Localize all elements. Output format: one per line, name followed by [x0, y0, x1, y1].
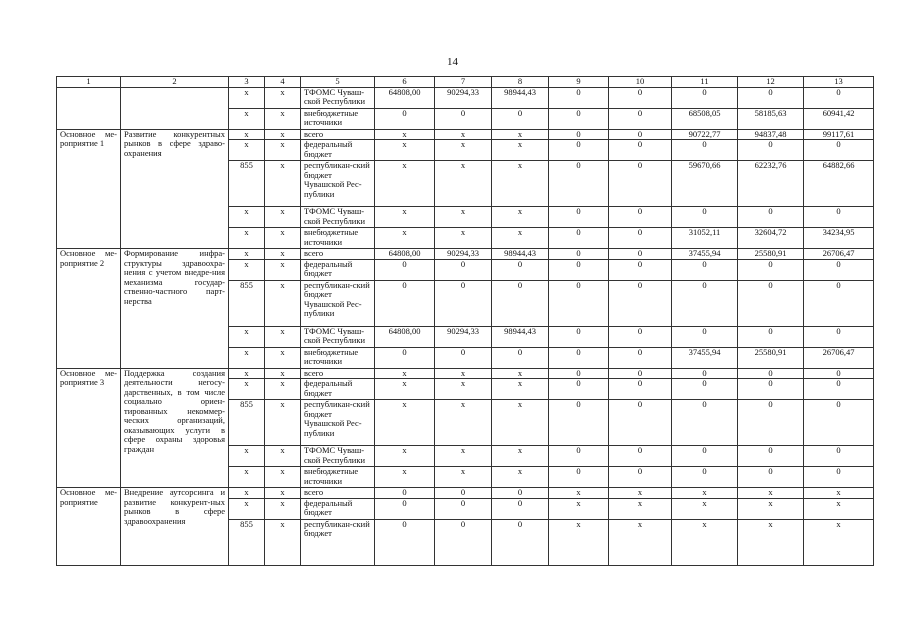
value-cell: x [609, 519, 672, 565]
value-cell: 0 [609, 249, 672, 260]
funding-source-cell: республикан-ский бюджет Чувашской Рес-публики [301, 161, 375, 207]
value-cell: 0 [549, 446, 609, 467]
section-cell: x [265, 249, 301, 260]
value-cell: 59670,66 [672, 161, 738, 207]
value-cell: x [804, 498, 874, 519]
section-cell: x [265, 87, 301, 108]
value-cell: 0 [804, 140, 874, 161]
value-cell: x [549, 498, 609, 519]
value-cell: x [609, 488, 672, 499]
value-cell: x [435, 207, 492, 228]
value-cell: 64808,00 [375, 326, 435, 347]
value-cell: x [492, 446, 549, 467]
value-cell: 0 [672, 326, 738, 347]
measure-name-cell: Формирование инфра-структуры здравоохра-нения с учетом внедре-ния механизма государ-ственно-частного парт-нерства [121, 249, 229, 369]
header-cell: 8 [492, 77, 549, 88]
value-cell: 0 [435, 108, 492, 129]
value-cell: 0 [492, 488, 549, 499]
value-cell: x [435, 161, 492, 207]
value-cell: x [672, 498, 738, 519]
grbs-cell: x [229, 368, 265, 379]
value-cell: x [492, 379, 549, 400]
value-cell: 60941,42 [804, 108, 874, 129]
page-number: 14 [447, 56, 458, 68]
value-cell: 0 [549, 400, 609, 446]
header-cell: 9 [549, 77, 609, 88]
value-cell: 0 [549, 108, 609, 129]
value-cell: 58185,63 [738, 108, 804, 129]
funding-table [56, 76, 874, 566]
measure-cell: Основное ме-роприятие 3 [57, 368, 121, 488]
header-cell: 1 [57, 77, 121, 88]
value-cell: 0 [609, 379, 672, 400]
value-cell: 0 [375, 280, 435, 326]
value-cell: 0 [738, 467, 804, 488]
value-cell: 25580,91 [738, 249, 804, 260]
value-cell: 0 [609, 207, 672, 228]
value-cell: 0 [492, 259, 549, 280]
measure-name-cell: Поддержка создания деятельности негосу-дарственных, в том числе социально ориен-тированных некоммер-ческих организаций, оказывающих услуги в сфере охраны здоровья граждан [121, 368, 229, 488]
value-cell: 0 [492, 347, 549, 368]
value-cell: 34234,95 [804, 228, 874, 249]
funding-source-cell: республикан-ский бюджет [301, 519, 375, 565]
funding-source-cell: внебюджетные источники [301, 347, 375, 368]
value-cell: 31052,11 [672, 228, 738, 249]
section-cell: x [265, 161, 301, 207]
value-cell: 0 [738, 259, 804, 280]
funding-source-cell: внебюджетные источники [301, 467, 375, 488]
value-cell: 0 [549, 326, 609, 347]
grbs-cell: 855 [229, 519, 265, 565]
value-cell: 0 [804, 259, 874, 280]
value-cell: 0 [609, 161, 672, 207]
grbs-cell: x [229, 488, 265, 499]
value-cell: 0 [549, 207, 609, 228]
value-cell: 0 [672, 259, 738, 280]
grbs-cell: x [229, 129, 265, 140]
funding-source-cell: внебюджетные источники [301, 228, 375, 249]
funding-source-cell: республикан-ский бюджет Чувашской Рес-публики [301, 400, 375, 446]
value-cell: 32604,72 [738, 228, 804, 249]
value-cell: 98944,43 [492, 249, 549, 260]
value-cell: 0 [435, 488, 492, 499]
measure-cell: Основное ме-роприятие 2 [57, 249, 121, 369]
grbs-cell: x [229, 108, 265, 129]
value-cell: x [492, 129, 549, 140]
value-cell: 0 [435, 519, 492, 565]
value-cell: 0 [672, 368, 738, 379]
value-cell: x [804, 488, 874, 499]
section-cell: x [265, 259, 301, 280]
measure-name-cell [121, 87, 229, 129]
grbs-cell: x [229, 379, 265, 400]
funding-source-cell: федеральный бюджет [301, 379, 375, 400]
grbs-cell: x [229, 207, 265, 228]
grbs-cell: x [229, 228, 265, 249]
value-cell: 0 [738, 379, 804, 400]
value-cell: 0 [549, 379, 609, 400]
value-cell: 64808,00 [375, 249, 435, 260]
grbs-cell: 855 [229, 161, 265, 207]
funding-source-cell: ТФОМС Чуваш-ской Республики [301, 326, 375, 347]
value-cell: 0 [492, 498, 549, 519]
value-cell: 0 [609, 108, 672, 129]
value-cell: x [492, 140, 549, 161]
value-cell: 0 [549, 87, 609, 108]
grbs-cell: x [229, 140, 265, 161]
value-cell: 0 [435, 280, 492, 326]
funding-source-cell: всего [301, 129, 375, 140]
value-cell: 0 [672, 400, 738, 446]
value-cell: 26706,47 [804, 347, 874, 368]
value-cell: 0 [672, 379, 738, 400]
value-cell: x [375, 228, 435, 249]
table-row [57, 368, 874, 379]
value-cell: x [492, 161, 549, 207]
value-cell: 0 [804, 326, 874, 347]
section-cell: x [265, 368, 301, 379]
value-cell: x [492, 400, 549, 446]
value-cell: 68508,05 [672, 108, 738, 129]
value-cell: 0 [492, 108, 549, 129]
header-cell: 11 [672, 77, 738, 88]
value-cell: 0 [375, 488, 435, 499]
value-cell: 0 [549, 467, 609, 488]
value-cell: 0 [804, 368, 874, 379]
measure-cell: Основное ме-роприятие [57, 488, 121, 566]
value-cell: 0 [549, 140, 609, 161]
value-cell: 0 [738, 280, 804, 326]
value-cell: x [375, 368, 435, 379]
funding-source-cell: республикан-ский бюджет Чувашской Рес-публики [301, 280, 375, 326]
value-cell: x [738, 519, 804, 565]
section-cell: x [265, 400, 301, 446]
value-cell: x [435, 467, 492, 488]
value-cell: x [435, 400, 492, 446]
value-cell: 90294,33 [435, 326, 492, 347]
value-cell: x [492, 467, 549, 488]
table-row [57, 249, 874, 260]
value-cell: x [492, 228, 549, 249]
funding-source-cell: ТФОМС Чуваш-ской Республики [301, 207, 375, 228]
table-row [57, 488, 874, 499]
value-cell: 0 [375, 498, 435, 519]
value-cell: x [375, 446, 435, 467]
value-cell: 0 [435, 347, 492, 368]
section-cell: x [265, 519, 301, 565]
header-cell: 2 [121, 77, 229, 88]
value-cell: 0 [609, 259, 672, 280]
value-cell: x [672, 488, 738, 499]
header-cell: 13 [804, 77, 874, 88]
value-cell: 0 [375, 519, 435, 565]
value-cell: 0 [549, 129, 609, 140]
header-row [57, 77, 874, 88]
value-cell: 0 [609, 368, 672, 379]
header-cell: 4 [265, 77, 301, 88]
value-cell: 26706,47 [804, 249, 874, 260]
value-cell: 0 [672, 87, 738, 108]
value-cell: x [435, 368, 492, 379]
value-cell: 0 [804, 467, 874, 488]
value-cell: x [435, 228, 492, 249]
value-cell: 0 [804, 379, 874, 400]
value-cell: 0 [375, 347, 435, 368]
value-cell: x [609, 498, 672, 519]
funding-source-cell: внебюджетные источники [301, 108, 375, 129]
value-cell: 0 [672, 280, 738, 326]
header-cell: 3 [229, 77, 265, 88]
value-cell: 0 [672, 446, 738, 467]
value-cell: x [375, 467, 435, 488]
section-cell: x [265, 326, 301, 347]
grbs-cell: x [229, 326, 265, 347]
funding-source-cell: всего [301, 488, 375, 499]
value-cell: 0 [375, 259, 435, 280]
section-cell: x [265, 228, 301, 249]
table-row [57, 129, 874, 140]
value-cell: 0 [549, 368, 609, 379]
section-cell: x [265, 347, 301, 368]
grbs-cell: 855 [229, 280, 265, 326]
value-cell: 0 [804, 400, 874, 446]
value-cell: 0 [492, 280, 549, 326]
grbs-cell: x [229, 498, 265, 519]
value-cell: 0 [549, 259, 609, 280]
funding-source-cell: ТФОМС Чуваш-ской Республики [301, 87, 375, 108]
value-cell: 0 [738, 207, 804, 228]
value-cell: x [375, 207, 435, 228]
value-cell: 0 [609, 326, 672, 347]
section-cell: x [265, 467, 301, 488]
grbs-cell: x [229, 347, 265, 368]
value-cell: 37455,94 [672, 347, 738, 368]
value-cell: 0 [672, 467, 738, 488]
header-cell: 5 [301, 77, 375, 88]
header-cell: 7 [435, 77, 492, 88]
grbs-cell: 855 [229, 400, 265, 446]
measure-name-cell: Внедрение аутсорсинга и развитие конкурент-ных рынков в сфере здравоохранения [121, 488, 229, 566]
header-cell: 10 [609, 77, 672, 88]
funding-source-cell: федеральный бюджет [301, 140, 375, 161]
value-cell: 0 [738, 326, 804, 347]
value-cell: 25580,91 [738, 347, 804, 368]
value-cell: 0 [435, 259, 492, 280]
value-cell: 0 [738, 368, 804, 379]
table-row [57, 87, 874, 108]
value-cell: 0 [549, 161, 609, 207]
value-cell: 0 [492, 519, 549, 565]
value-cell: 0 [804, 446, 874, 467]
value-cell: 0 [738, 87, 804, 108]
grbs-cell: x [229, 259, 265, 280]
value-cell: 0 [375, 108, 435, 129]
value-cell: x [738, 488, 804, 499]
value-cell: 0 [738, 140, 804, 161]
value-cell: 0 [738, 446, 804, 467]
value-cell: x [375, 400, 435, 446]
section-cell: x [265, 488, 301, 499]
value-cell: 99117,61 [804, 129, 874, 140]
value-cell: x [375, 379, 435, 400]
funding-source-cell: федеральный бюджет [301, 498, 375, 519]
value-cell: x [375, 140, 435, 161]
grbs-cell: x [229, 249, 265, 260]
value-cell: 0 [549, 249, 609, 260]
value-cell: 90722,77 [672, 129, 738, 140]
value-cell: 0 [549, 228, 609, 249]
grbs-cell: x [229, 446, 265, 467]
funding-source-cell: ТФОМС Чуваш-ской Республики [301, 446, 375, 467]
value-cell: x [435, 129, 492, 140]
value-cell: 0 [804, 280, 874, 326]
value-cell: 94837,48 [738, 129, 804, 140]
value-cell: 90294,33 [435, 249, 492, 260]
value-cell: x [492, 368, 549, 379]
value-cell: x [492, 207, 549, 228]
funding-source-cell: федеральный бюджет [301, 259, 375, 280]
value-cell: x [672, 519, 738, 565]
section-cell: x [265, 379, 301, 400]
section-cell: x [265, 108, 301, 129]
value-cell: 0 [738, 400, 804, 446]
value-cell: 64808,00 [375, 87, 435, 108]
value-cell: 98944,43 [492, 326, 549, 347]
grbs-cell: x [229, 467, 265, 488]
measure-cell: Основное ме-роприятие 1 [57, 129, 121, 249]
value-cell: 62232,76 [738, 161, 804, 207]
value-cell: 0 [609, 280, 672, 326]
section-cell: x [265, 498, 301, 519]
value-cell: x [804, 519, 874, 565]
value-cell: 0 [549, 347, 609, 368]
value-cell: 0 [804, 207, 874, 228]
table-body [57, 77, 874, 566]
value-cell: x [549, 519, 609, 565]
value-cell: 0 [435, 498, 492, 519]
section-cell: x [265, 129, 301, 140]
measure-name-cell: Развитие конкурентных рынков в сфере здраво-охранения [121, 129, 229, 249]
value-cell: 37455,94 [672, 249, 738, 260]
value-cell: x [738, 498, 804, 519]
value-cell: 98944,43 [492, 87, 549, 108]
value-cell: x [375, 161, 435, 207]
value-cell: 0 [609, 228, 672, 249]
value-cell: 0 [609, 446, 672, 467]
value-cell: x [435, 379, 492, 400]
value-cell: 0 [804, 87, 874, 108]
value-cell: 0 [609, 87, 672, 108]
value-cell: x [435, 140, 492, 161]
value-cell: 0 [609, 400, 672, 446]
value-cell: 0 [609, 140, 672, 161]
section-cell: x [265, 140, 301, 161]
section-cell: x [265, 207, 301, 228]
value-cell: 0 [672, 140, 738, 161]
funding-source-cell: всего [301, 368, 375, 379]
measure-cell [57, 87, 121, 129]
value-cell: x [549, 488, 609, 499]
header-cell: 6 [375, 77, 435, 88]
value-cell: x [435, 446, 492, 467]
value-cell: 0 [609, 129, 672, 140]
header-cell: 12 [738, 77, 804, 88]
value-cell: x [375, 129, 435, 140]
grbs-cell: x [229, 87, 265, 108]
funding-source-cell: всего [301, 249, 375, 260]
section-cell: x [265, 446, 301, 467]
section-cell: x [265, 280, 301, 326]
value-cell: 0 [672, 207, 738, 228]
value-cell: 0 [609, 347, 672, 368]
value-cell: 64882,66 [804, 161, 874, 207]
value-cell: 0 [609, 467, 672, 488]
value-cell: 0 [549, 280, 609, 326]
value-cell: 90294,33 [435, 87, 492, 108]
